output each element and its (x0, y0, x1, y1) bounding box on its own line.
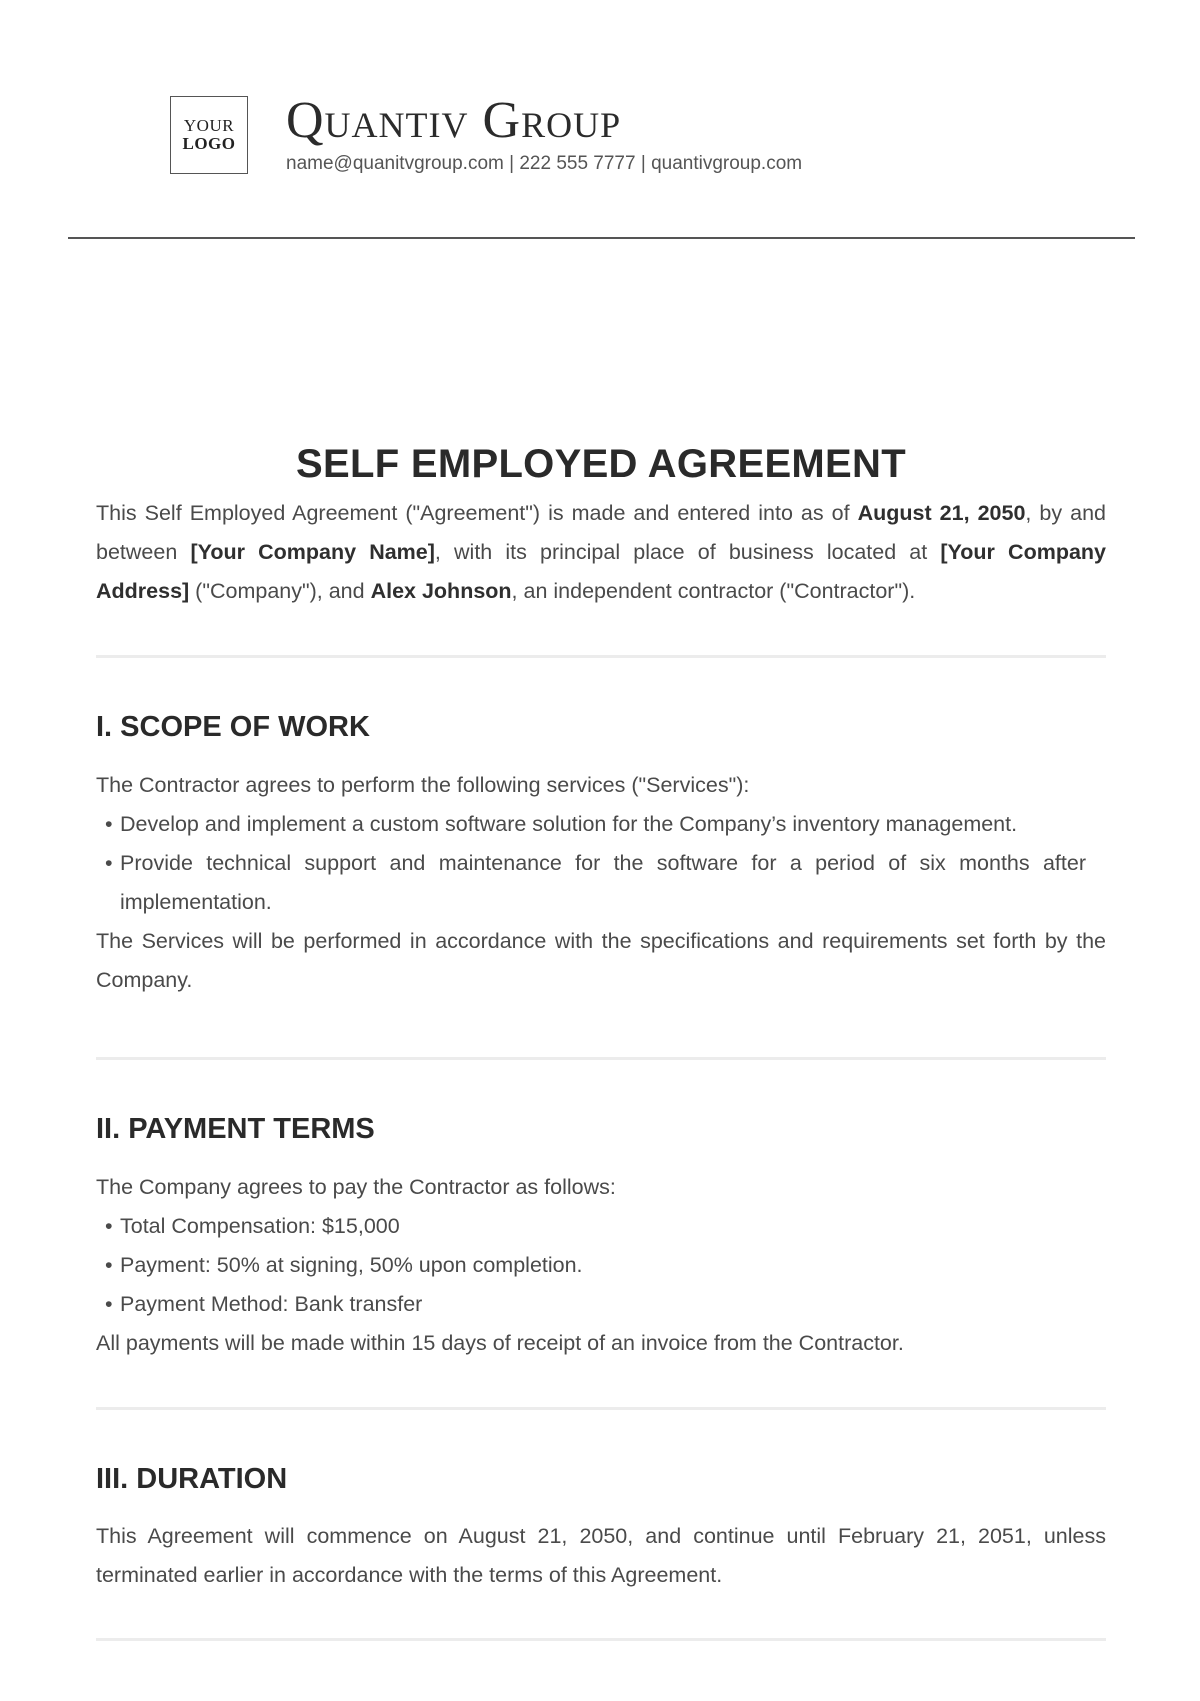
letterhead (170, 92, 803, 175)
contractor-name: Alex Johnson (370, 579, 512, 603)
list-item: • Develop and implement a custom software solution for the Company’s inventory management. (96, 805, 1106, 844)
section-heading-payment: II. PAYMENT TERMS (96, 1112, 375, 1145)
section-divider (96, 1057, 1106, 1060)
company-name: Quantiv Group (286, 92, 622, 149)
section-heading-scope: I. SCOPE OF WORK (96, 711, 370, 743)
list-item: • Provide technical support and maintenance for the software for a period of six months after implementation. (96, 844, 1106, 922)
logo-text-line1: YOUR (183, 116, 235, 136)
logo-placeholder (170, 96, 248, 174)
section-closing-payment: All payments will be made within 15 days of receipt of an invoice from the Contractor. (96, 1330, 904, 1355)
section-lead-duration: This Agreement will commence on August 21, 2050, and continue until February 21, 2051, unless terminated earlier in accordance with the terms of this Agreement. (96, 1524, 1106, 1588)
intro-text-2: , by and between (96, 501, 1106, 564)
intro-text-5: , an independent contractor ("Contractor"). (511, 579, 916, 603)
logo-text-line2: LOGO (182, 134, 236, 153)
company-name-placeholder: [Your Company Name] (190, 540, 435, 564)
section-lead-payment: The Company agrees to pay the Contractor as follows: (96, 1174, 616, 1199)
scope-list (96, 805, 1106, 922)
intro-paragraph (96, 494, 1106, 611)
intro-text-1: This Self Employed Agreement ("Agreement") is made and entered into as of (96, 501, 858, 525)
section-closing-scope: The Services will be performed in accordance with the specifications and requirements set forth by the Company. (96, 928, 1106, 992)
intro-text-4: ("Company"), and (189, 579, 371, 603)
payment-list (96, 1207, 1106, 1324)
section-lead-scope: The Contractor agrees to perform the following services ("Services"): (96, 772, 750, 797)
list-item: • Payment Method: Bank transfer (96, 1285, 1106, 1324)
section-divider (96, 655, 1106, 658)
list-item: • Total Compensation: $15,000 (96, 1207, 1106, 1246)
document-body (96, 440, 1106, 1641)
section-heading-duration: III. DURATION (96, 1462, 288, 1495)
header-divider (68, 237, 1135, 239)
company-address-placeholder: [Your Company Address] (96, 540, 1107, 603)
section-divider (96, 1638, 1106, 1641)
agreement-date: August 21, 2050 (857, 501, 1026, 525)
brand-block (286, 92, 802, 175)
contact-line: name@quanitvgroup.com | 222 555 7777 | quantivgroup.com (286, 153, 803, 175)
document-title: SELF EMPLOYED AGREEMENT (296, 442, 906, 486)
list-item: • Payment: 50% at signing, 50% upon completion. (96, 1246, 1106, 1285)
section-divider (96, 1407, 1106, 1410)
intro-text-3: , with its principal place of business located at (434, 540, 941, 564)
